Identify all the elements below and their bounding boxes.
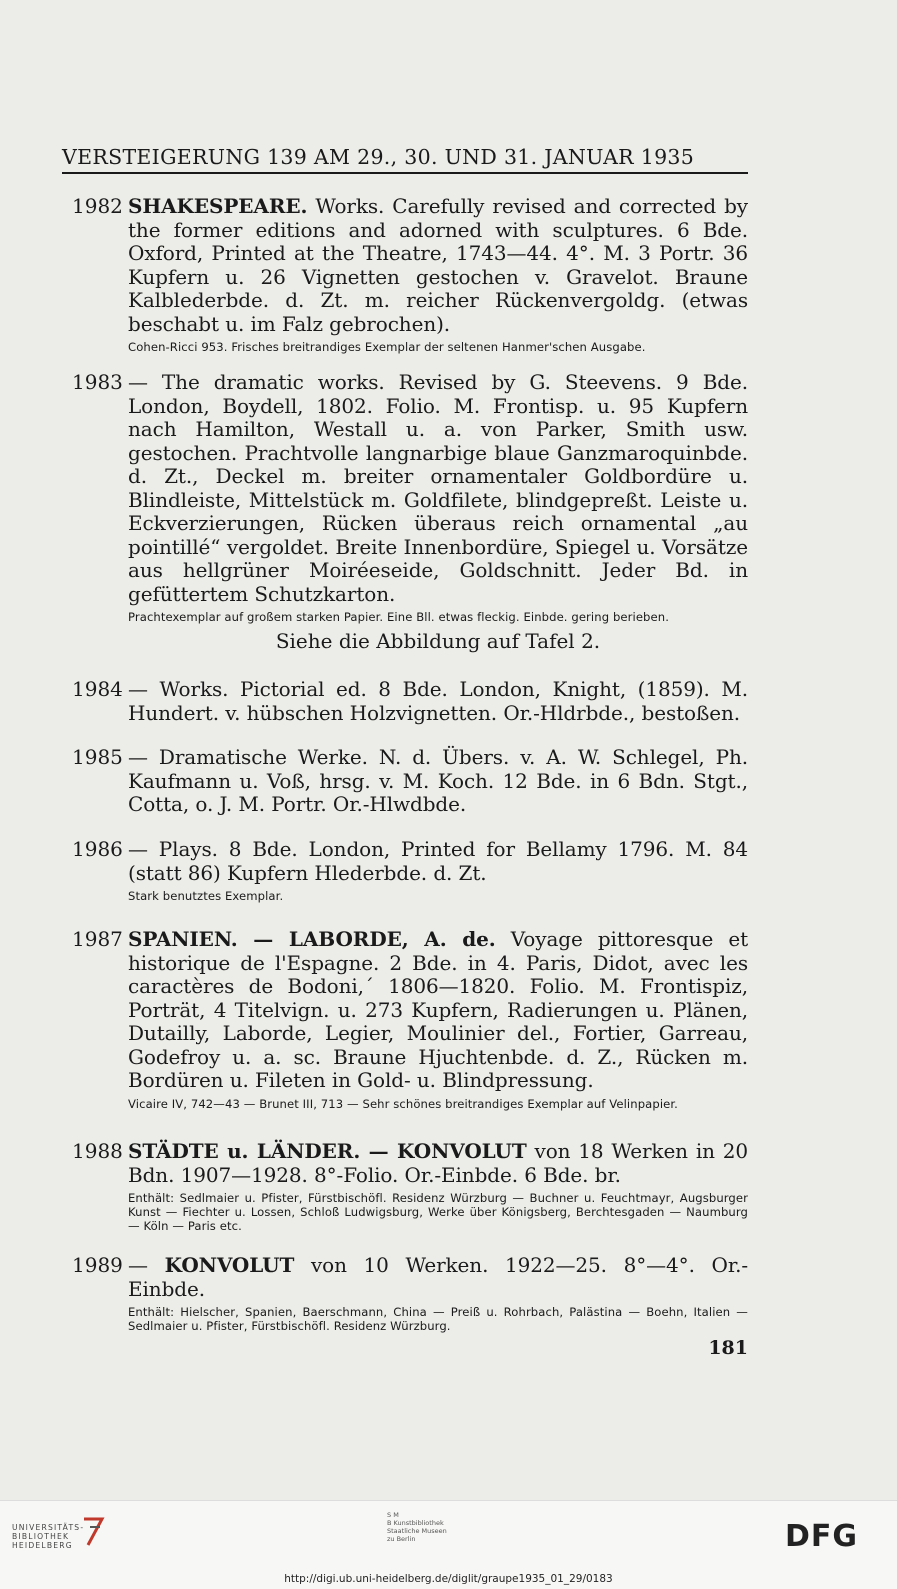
entry-text: Voyage pittoresque et historique de l'Espagne. 2 Bde. in 4. Paris, Didot, avec les caractères de Bodoni,´ 1806—1820. Folio. M. Frontispiz, Porträt, 4 Titelvign. u. 273 Kupfern, Radierungen u. Plänen, Dutailly, Laborde, Legier, Moulinier del., Fortier, Garreau, Godefroy u. a. sc. Braune Hjuchtenbde. d. Z., Rücken m. Bordüren u. Fileten in Gold- u. Blindpressung. bbox=[128, 927, 749, 1092]
entry-text: von 10 Werken. 1922—25. 8°—4°. Or.-Einbde. bbox=[128, 1253, 748, 1301]
logo-line: Staatliche Museen bbox=[387, 1527, 447, 1535]
entry-text: — The dramatic works. Revised by G. Steevens. 9 Bde. London, Boydell, 1802. Folio. M. Frontisp. u. 95 Kupfern nach Hamilton, Westall u. a. von Parker, Smith usw. gestochen. Prachtvolle langnarbige blaue Ganzmaroquinbde. d. Zt., Deckel m. breiter ornamentaler Goldbordüre u. Blindleiste, Mittelstück m. Goldfilete, blindgepreßt. Leiste u. Eckverzierungen, Rücken überaus reich ornamental „au pointillé“ vergoldet. Breite Innenbordüre, Spiegel u. Vorsätze aus hellgrüner Moiréeseide, Goldschnitt. Jeder Bd. in gefüttertem Schutzkarton. bbox=[128, 370, 748, 606]
logo-line: UNIVERSITÄTS- bbox=[12, 1523, 85, 1532]
lot-number: 1988 bbox=[72, 1139, 123, 1163]
lot-number: 1985 bbox=[72, 745, 123, 769]
logo-line: zu Berlin bbox=[387, 1535, 416, 1543]
logo-line: HEIDELBERG bbox=[12, 1541, 73, 1550]
entry-text: von 18 Werken in 20 Bdn. 1907—1928. 8°-Folio. Or.-Einbde. 6 Bde. br. bbox=[128, 1139, 749, 1187]
entry-note: Stark benutztes Exemplar. bbox=[128, 889, 284, 903]
source-url[interactable]: http://digi.ub.uni-heidelberg.de/diglit/graupe1935_01_29/0183 bbox=[284, 1573, 613, 1585]
lot-number: 1986 bbox=[72, 837, 123, 861]
logo-line: B Kunstbibliothek bbox=[387, 1519, 444, 1527]
catalog-entry-1982 bbox=[72, 195, 748, 354]
dfg-logo[interactable]: DFG bbox=[785, 1519, 859, 1554]
catalog-entry-1983 bbox=[72, 371, 748, 653]
catalog-entry-1984 bbox=[72, 678, 748, 725]
entry-note: Enthält: Hielscher, Spanien, Baerschmann, China — Preiß u. Rohrbach, Palästina — Boehn, Italien — Sedlmaier u. Pfister, Fürstbischöfl. Residenz Würzburg. bbox=[128, 1305, 748, 1333]
university-library-logo[interactable] bbox=[12, 1523, 84, 1550]
kunstbibliothek-logo[interactable] bbox=[387, 1511, 447, 1543]
entry-dash: — bbox=[128, 1253, 165, 1277]
lot-number: 1989 bbox=[72, 1253, 123, 1277]
entry-text: — Dramatische Werke. N. d. Übers. v. A. W. Schlegel, Ph. Kaufmann u. Voß, hrsg. v. M. Koch. 12 Bde. in 6 Bdn. Stgt., Cotta, o. J. M. Portr. Or.-Hlwdbde. bbox=[128, 745, 748, 816]
logo-line: BIBLIOTHEK bbox=[12, 1532, 70, 1541]
lot-number: 1983 bbox=[72, 370, 123, 394]
lot-number: 1982 bbox=[72, 194, 123, 218]
entry-note: Vicaire IV, 742—43 — Brunet III, 713 — Sehr schönes breitrandiges Exemplar auf Velinpapier. bbox=[128, 1096, 678, 1111]
entry-head: KONVOLUT bbox=[164, 1253, 295, 1277]
lot-number: 1984 bbox=[72, 677, 123, 701]
catalog-entry-1986 bbox=[72, 838, 748, 903]
page-number: 181 bbox=[708, 1337, 748, 1359]
catalog-entry-1987 bbox=[72, 928, 748, 1111]
entry-text: Works. Carefully revised and corrected by the former editions and adorned with sculptures. 6 Bde. Oxford, Printed at the Theatre, 1743—44. 4°. M. 3 Portr. 36 Kupfern u. 26 Vignetten gestochen v. Gravelot. Braune Kalblederbde. d. Zt. m. reicher Rückenvergoldg. (etwas beschabt u. im Falz gebrochen). bbox=[128, 194, 748, 336]
catalog-entry-1989 bbox=[72, 1254, 748, 1333]
entry-text: — Works. Pictorial ed. 8 Bde. London, Knight, (1859). M. Hundert. v. hübschen Holzvignetten. Or.-Hldrbde., bestoßen. bbox=[128, 677, 748, 725]
university-mark-icon bbox=[80, 1515, 106, 1549]
entry-note: Cohen-Ricci 953. Frisches breitrandiges Exemplar der seltenen Hanmer'schen Ausgabe. bbox=[128, 340, 646, 354]
viewer-footer bbox=[0, 1500, 897, 1589]
catalog-entry-1985 bbox=[72, 746, 748, 817]
entry-head: STÄDTE u. LÄNDER. — KONVOLUT bbox=[128, 1139, 527, 1163]
entry-note: Prachtexemplar auf großem starken Papier. Eine Bll. etwas fleckig. Einbde. gering berieben. bbox=[128, 610, 669, 624]
logo-line: S M bbox=[387, 1511, 399, 1519]
entry-text: — Plays. 8 Bde. London, Printed for Bellamy 1796. M. 84 (statt 86) Kupfern Hlederbde. d. Zt. bbox=[128, 837, 748, 885]
plate-reference: Siehe die Abbildung auf Tafel 2. bbox=[275, 629, 601, 653]
entry-head: SHAKESPEARE. bbox=[128, 194, 308, 218]
entry-note: Enthält: Sedlmaier u. Pfister, Fürstbischöfl. Residenz Würzburg — Buchner u. Feuchtmayr, Augsburger Kunst — Fiechter u. Lossen, Schloß Ludwigsburg, Werke über Königsberg, Berchtesgaden — Naumburg — Köln — Paris etc. bbox=[128, 1191, 748, 1233]
entry-head: SPANIEN. — LABORDE, A. de. bbox=[128, 927, 496, 951]
catalog-entry-1988 bbox=[72, 1140, 748, 1233]
lot-number: 1987 bbox=[72, 927, 123, 951]
page-header: VERSTEIGERUNG 139 AM 29., 30. UND 31. JANUAR 1935 bbox=[62, 145, 748, 174]
